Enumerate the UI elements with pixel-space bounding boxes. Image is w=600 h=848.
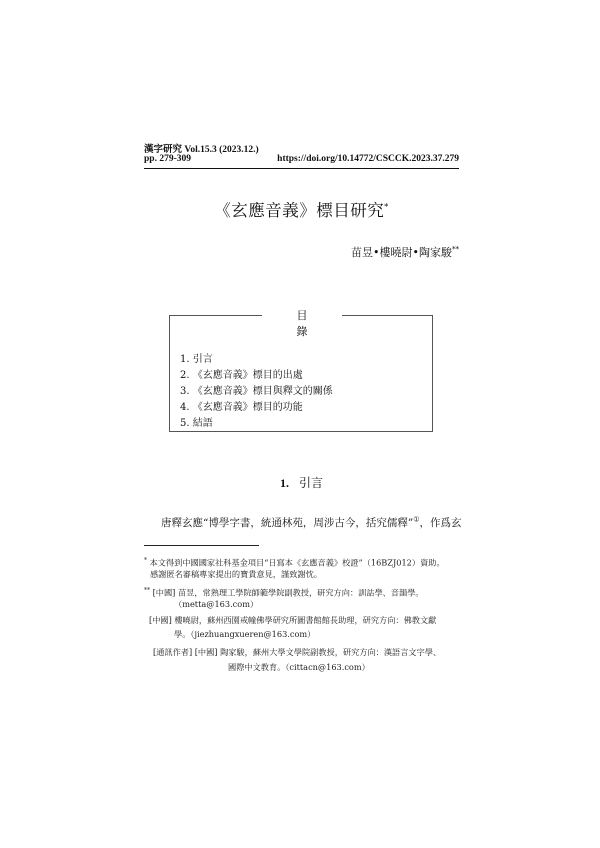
journal-name: 漢字研究 (144, 145, 183, 155)
footnote-author3: [通訊作者] [中國] 陶家駿，蘇州大學文學院副教授，研究方向：漢語言文字學、 (153, 647, 442, 657)
endnote-ref[interactable]: ① (413, 515, 420, 524)
body-paragraph (161, 515, 461, 530)
pages-doi-line (144, 154, 459, 164)
author-names: 苗昱•樓曉尉•陶家駿 (351, 246, 452, 259)
footnote-funding-text: 本文得到中國國家社科基金項目“日寫本《玄應音義》校證”（16BZJ012）資助。 (149, 557, 445, 568)
body-text-end: ，作爲玄 (419, 517, 462, 529)
toc-item[interactable]: 2. 《玄應音義》標目的出處 (180, 370, 303, 381)
footnote-author1-text: [中國] 苗昱，常熟理工學院師範學院副教授，研究方向：訓詁學、音韻學。 (152, 587, 424, 598)
footnote-author2-email: 學。（jiezhuangxueren@163.com） (174, 629, 316, 639)
toc-heading: 目 錄 (262, 307, 342, 339)
page-range: pp. 279-309 (144, 154, 191, 164)
footnote-author1-email: （metta@163.com） (174, 599, 259, 609)
title-footnote-mark[interactable]: * (384, 202, 389, 212)
toc-item[interactable]: 5. 結語 (180, 418, 213, 429)
journal-line (144, 141, 459, 155)
author-footnote-mark[interactable]: ** (452, 245, 459, 254)
footnote-author2: [中國] 樓曉尉，蘇州西園戒幢佛學研究所圖書館館長助理，研究方向：佛教文獻 (149, 615, 437, 625)
footnote-star-mark: * (144, 557, 147, 564)
doi-link[interactable]: https://doi.org/10.14772/CSCCK.2023.37.279 (277, 154, 459, 164)
journal-volume: Vol.15.3 (2023.12.) (184, 145, 259, 155)
paper-title-text: 《玄應音義》標目研究 (214, 201, 385, 220)
paper-title (144, 197, 459, 221)
toc-item[interactable]: 1. 引言 (180, 354, 213, 365)
author-line (351, 244, 459, 260)
section-number: 1. (279, 476, 289, 490)
footnote-author3-email: 國際中文教育。（cittacn@163.com） (228, 662, 370, 672)
section-heading (144, 474, 459, 491)
toc-list (180, 352, 333, 432)
toc-item[interactable]: 4. 《玄應音義》標目的功能 (180, 402, 303, 413)
header-rule (144, 168, 459, 169)
toc-item[interactable]: 3. 《玄應音義》標目與釋文的關係 (180, 386, 333, 397)
footnote-thanks: 感謝匿名審稿專家提出的寶貴意見，謹致謝忱。 (150, 569, 322, 579)
footnote-rule (144, 545, 259, 546)
footnote-dstar-mark: ** (144, 587, 150, 594)
section-title: 引言 (298, 476, 323, 490)
body-text-start: 唐釋玄應“博學字書，統通林苑，周涉古今，括究儒釋” (161, 517, 414, 529)
